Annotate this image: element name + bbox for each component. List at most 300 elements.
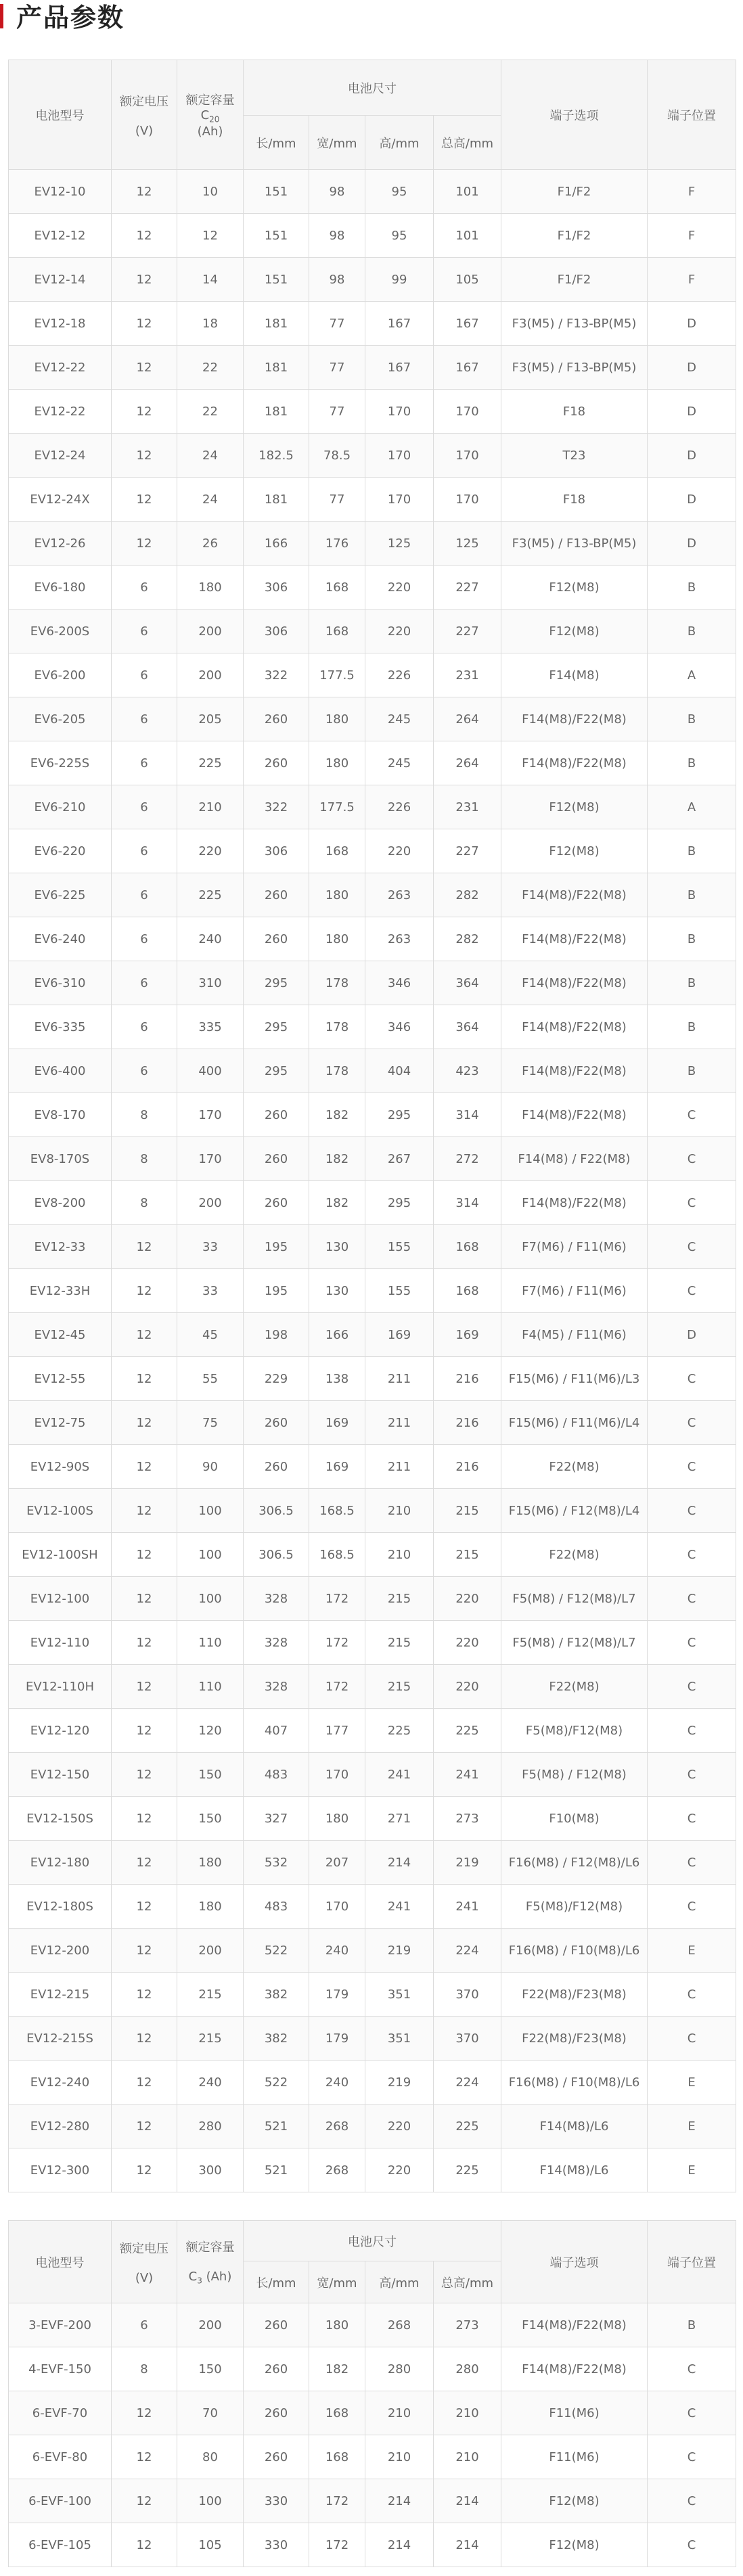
cell-total-height: 101 — [434, 170, 501, 214]
cell-width: 182 — [309, 1181, 365, 1225]
cell-width: 180 — [309, 2303, 365, 2347]
cell-width: 172 — [309, 2523, 365, 2567]
table-row — [9, 1973, 736, 2017]
table-row — [9, 1577, 736, 1621]
cell-total-height: 364 — [434, 1005, 501, 1049]
cell-height: 346 — [365, 1005, 434, 1049]
cell-voltage: 8 — [112, 1181, 177, 1225]
cell-model: EV12-75 — [9, 1401, 112, 1445]
cell-terminal-options: F4(M5) / F11(M6) — [501, 1313, 648, 1357]
cell-model: EV12-200 — [9, 1929, 112, 1973]
cell-width: 182 — [309, 1093, 365, 1137]
cell-voltage: 12 — [112, 1445, 177, 1489]
cell-model: EV6-220 — [9, 829, 112, 873]
cell-model: EV6-210 — [9, 785, 112, 829]
cell-width: 98 — [309, 170, 365, 214]
cell-terminal-options: F14(M8)/F22(M8) — [501, 873, 648, 917]
cell-length: 181 — [244, 346, 309, 390]
table-row — [9, 1621, 736, 1665]
cell-width: 207 — [309, 1841, 365, 1885]
cell-total-height: 168 — [434, 1269, 501, 1313]
cell-capacity: 33 — [177, 1225, 244, 1269]
cell-length: 328 — [244, 1665, 309, 1709]
cell-total-height: 227 — [434, 610, 501, 653]
cell-voltage: 12 — [112, 2104, 177, 2148]
cell-length: 521 — [244, 2104, 309, 2148]
cell-height: 210 — [365, 2435, 434, 2479]
cell-total-height: 220 — [434, 1665, 501, 1709]
cell-model: EV12-18 — [9, 302, 112, 346]
cell-terminal-position: A — [648, 653, 736, 697]
cell-length: 522 — [244, 2061, 309, 2104]
cell-terminal-options: T23 — [501, 434, 648, 478]
cell-width: 178 — [309, 1049, 365, 1093]
cell-height: 215 — [365, 1577, 434, 1621]
cell-terminal-options: F14(M8)/F22(M8) — [501, 1181, 648, 1225]
cell-voltage: 12 — [112, 2391, 177, 2435]
table-row — [9, 917, 736, 961]
cell-length: 181 — [244, 478, 309, 522]
cell-voltage: 12 — [112, 2148, 177, 2192]
cell-width: 179 — [309, 2017, 365, 2061]
cell-length: 483 — [244, 1885, 309, 1929]
cell-height: 125 — [365, 522, 434, 566]
cell-total-height: 231 — [434, 653, 501, 697]
cell-terminal-position: B — [648, 829, 736, 873]
cell-model: EV12-90S — [9, 1445, 112, 1489]
cell-model: EV6-335 — [9, 1005, 112, 1049]
cell-model: EV12-22 — [9, 390, 112, 434]
cell-terminal-position: D — [648, 346, 736, 390]
cell-terminal-options: F12(M8) — [501, 2479, 648, 2523]
cell-terminal-position: B — [648, 566, 736, 610]
cell-terminal-options: F1/F2 — [501, 258, 648, 302]
cell-height: 214 — [365, 1841, 434, 1885]
table-row — [9, 741, 736, 785]
header-height: 高/mm — [365, 2261, 434, 2303]
cell-model: EV6-400 — [9, 1049, 112, 1093]
cell-terminal-position: B — [648, 961, 736, 1005]
cell-model: EV12-33H — [9, 1269, 112, 1313]
cell-width: 77 — [309, 302, 365, 346]
cell-width: 98 — [309, 258, 365, 302]
cell-capacity: 300 — [177, 2148, 244, 2192]
cell-terminal-options: F22(M8) — [501, 1445, 648, 1489]
table-row — [9, 1665, 736, 1709]
header-terminal-position: 端子位置 — [648, 2221, 736, 2303]
table-row — [9, 2303, 736, 2347]
cell-length: 295 — [244, 1049, 309, 1093]
header-voltage: 额定电压 (V) — [112, 60, 177, 170]
table-row — [9, 961, 736, 1005]
cell-terminal-position: B — [648, 1005, 736, 1049]
cell-width: 240 — [309, 1929, 365, 1973]
cell-total-height: 225 — [434, 1709, 501, 1753]
cell-length: 182.5 — [244, 434, 309, 478]
cell-length: 260 — [244, 1445, 309, 1489]
cell-length: 166 — [244, 522, 309, 566]
cell-model: EV12-12 — [9, 214, 112, 258]
cell-length: 260 — [244, 1137, 309, 1181]
cell-total-height: 215 — [434, 1489, 501, 1533]
cell-length: 198 — [244, 1313, 309, 1357]
cell-terminal-position: C — [648, 1093, 736, 1137]
cell-total-height: 224 — [434, 2061, 501, 2104]
cell-terminal-options: F5(M8) / F12(M8)/L7 — [501, 1621, 648, 1665]
cell-terminal-options: F14(M8)/L6 — [501, 2104, 648, 2148]
cell-height: 220 — [365, 566, 434, 610]
cell-terminal-position: C — [648, 1621, 736, 1665]
cell-voltage: 6 — [112, 829, 177, 873]
header-terminal-options: 端子选项 — [501, 60, 648, 170]
cell-width: 168 — [309, 610, 365, 653]
cell-terminal-position: C — [648, 1841, 736, 1885]
table-row — [9, 1753, 736, 1797]
cell-length: 521 — [244, 2148, 309, 2192]
cell-height: 220 — [365, 610, 434, 653]
cell-length: 151 — [244, 258, 309, 302]
cell-capacity: 210 — [177, 785, 244, 829]
table-row — [9, 2523, 736, 2567]
cell-terminal-options: F16(M8) / F12(M8)/L6 — [501, 1841, 648, 1885]
cell-terminal-options: F22(M8)/F23(M8) — [501, 1973, 648, 2017]
cell-model: EV12-180S — [9, 1885, 112, 1929]
cell-width: 180 — [309, 1797, 365, 1841]
cell-height: 210 — [365, 1533, 434, 1577]
cell-terminal-position: B — [648, 697, 736, 741]
cell-capacity: 100 — [177, 1533, 244, 1577]
cell-voltage: 6 — [112, 1049, 177, 1093]
cell-width: 180 — [309, 697, 365, 741]
header-terminal-position: 端子位置 — [648, 60, 736, 170]
cell-total-height: 282 — [434, 917, 501, 961]
cell-total-height: 231 — [434, 785, 501, 829]
cell-terminal-position: E — [648, 1929, 736, 1973]
cell-capacity: 110 — [177, 1621, 244, 1665]
cell-capacity: 10 — [177, 170, 244, 214]
cell-voltage: 12 — [112, 346, 177, 390]
cell-terminal-position: C — [648, 1753, 736, 1797]
cell-voltage: 6 — [112, 697, 177, 741]
table-row — [9, 697, 736, 741]
cell-width: 98 — [309, 214, 365, 258]
cell-height: 220 — [365, 829, 434, 873]
cell-length: 151 — [244, 214, 309, 258]
cell-total-height: 370 — [434, 1973, 501, 2017]
cell-voltage: 12 — [112, 2523, 177, 2567]
cell-total-height: 282 — [434, 873, 501, 917]
cell-model: EV12-215 — [9, 1973, 112, 2017]
cell-height: 280 — [365, 2347, 434, 2391]
cell-model: EV6-225 — [9, 873, 112, 917]
cell-width: 172 — [309, 1621, 365, 1665]
cell-capacity: 100 — [177, 2479, 244, 2523]
cell-voltage: 12 — [112, 1269, 177, 1313]
cell-terminal-position: C — [648, 1225, 736, 1269]
cell-voltage: 12 — [112, 258, 177, 302]
cell-length: 260 — [244, 873, 309, 917]
cell-terminal-options: F12(M8) — [501, 566, 648, 610]
cell-terminal-position: C — [648, 1709, 736, 1753]
cell-model: EV12-280 — [9, 2104, 112, 2148]
cell-terminal-options: F1/F2 — [501, 170, 648, 214]
table-row — [9, 522, 736, 566]
header-model: 电池型号 — [9, 60, 112, 170]
cell-total-height: 227 — [434, 566, 501, 610]
cell-model: 6-EVF-80 — [9, 2435, 112, 2479]
cell-capacity: 80 — [177, 2435, 244, 2479]
table-row — [9, 1401, 736, 1445]
table-row — [9, 829, 736, 873]
cell-voltage: 12 — [112, 1973, 177, 2017]
cell-height: 351 — [365, 1973, 434, 2017]
cell-height: 215 — [365, 1621, 434, 1665]
cell-voltage: 8 — [112, 1137, 177, 1181]
cell-length: 295 — [244, 961, 309, 1005]
cell-length: 306 — [244, 566, 309, 610]
cell-length: 532 — [244, 1841, 309, 1885]
cell-capacity: 26 — [177, 522, 244, 566]
cell-capacity: 100 — [177, 1577, 244, 1621]
cell-voltage: 12 — [112, 302, 177, 346]
cell-height: 245 — [365, 741, 434, 785]
cell-voltage: 12 — [112, 1357, 177, 1401]
cell-terminal-options: F12(M8) — [501, 2523, 648, 2567]
cell-width: 169 — [309, 1401, 365, 1445]
evf-params-table — [8, 2220, 736, 2567]
cell-length: 260 — [244, 1401, 309, 1445]
cell-terminal-position: C — [648, 1973, 736, 2017]
cell-height: 210 — [365, 1489, 434, 1533]
product-params-table — [8, 60, 736, 2192]
cell-terminal-position: B — [648, 1049, 736, 1093]
cell-length: 330 — [244, 2479, 309, 2523]
cell-capacity: 180 — [177, 1885, 244, 1929]
cell-model: EV12-24 — [9, 434, 112, 478]
cell-total-height: 101 — [434, 214, 501, 258]
table-row — [9, 1225, 736, 1269]
cell-capacity: 240 — [177, 2061, 244, 2104]
cell-terminal-options: F16(M8) / F10(M8)/L6 — [501, 1929, 648, 1973]
cell-capacity: 18 — [177, 302, 244, 346]
cell-total-height: 241 — [434, 1753, 501, 1797]
cell-height: 219 — [365, 2061, 434, 2104]
cell-capacity: 22 — [177, 346, 244, 390]
cell-width: 169 — [309, 1445, 365, 1489]
cell-voltage: 12 — [112, 1577, 177, 1621]
header-height: 高/mm — [365, 116, 434, 170]
cell-terminal-options: F3(M5) / F13-BP(M5) — [501, 346, 648, 390]
table-row — [9, 302, 736, 346]
cell-total-height: 273 — [434, 1797, 501, 1841]
cell-total-height: 272 — [434, 1137, 501, 1181]
cell-length: 306.5 — [244, 1489, 309, 1533]
cell-model: EV12-120 — [9, 1709, 112, 1753]
cell-model: EV12-150S — [9, 1797, 112, 1841]
table-row — [9, 1797, 736, 1841]
cell-terminal-options: F14(M8)/F22(M8) — [501, 741, 648, 785]
cell-terminal-position: C — [648, 1577, 736, 1621]
cell-total-height: 170 — [434, 390, 501, 434]
cell-terminal-position: B — [648, 917, 736, 961]
cell-terminal-options: F22(M8)/F23(M8) — [501, 2017, 648, 2061]
table-row — [9, 2347, 736, 2391]
cell-length: 295 — [244, 1005, 309, 1049]
header-dimensions: 电池尺寸 — [244, 60, 501, 116]
cell-length: 260 — [244, 2435, 309, 2479]
cell-model: EV6-200 — [9, 653, 112, 697]
cell-width: 182 — [309, 2347, 365, 2391]
cell-width: 177 — [309, 1709, 365, 1753]
cell-model: EV8-170S — [9, 1137, 112, 1181]
cell-model: EV12-24X — [9, 478, 112, 522]
cell-capacity: 200 — [177, 1181, 244, 1225]
cell-width: 77 — [309, 478, 365, 522]
cell-terminal-options: F14(M8) — [501, 653, 648, 697]
cell-length: 306 — [244, 829, 309, 873]
cell-model: EV12-180 — [9, 1841, 112, 1885]
table-row — [9, 785, 736, 829]
table-row — [9, 1445, 736, 1489]
cell-capacity: 100 — [177, 1489, 244, 1533]
cell-model: 3-EVF-200 — [9, 2303, 112, 2347]
table-row — [9, 346, 736, 390]
cell-model: EV12-300 — [9, 2148, 112, 2192]
cell-capacity: 45 — [177, 1313, 244, 1357]
header-voltage: 额定电压 (V) — [112, 2221, 177, 2303]
cell-voltage: 12 — [112, 1709, 177, 1753]
table-row — [9, 2435, 736, 2479]
cell-height: 295 — [365, 1093, 434, 1137]
cell-terminal-position: C — [648, 1445, 736, 1489]
cell-capacity: 200 — [177, 1929, 244, 1973]
header-total-height: 总高/mm — [434, 2261, 501, 2303]
cell-length: 151 — [244, 170, 309, 214]
cell-capacity: 220 — [177, 829, 244, 873]
cell-voltage: 12 — [112, 390, 177, 434]
cell-capacity: 225 — [177, 873, 244, 917]
cell-voltage: 12 — [112, 1225, 177, 1269]
cell-capacity: 335 — [177, 1005, 244, 1049]
cell-height: 351 — [365, 2017, 434, 2061]
cell-length: 260 — [244, 1181, 309, 1225]
header-capacity: 额定容量 $C_{20}$ (Ah) — [177, 60, 244, 170]
cell-length: 260 — [244, 2391, 309, 2435]
cell-terminal-position: C — [648, 2017, 736, 2061]
cell-terminal-options: F3(M5) / F13-BP(M5) — [501, 522, 648, 566]
cell-capacity: 70 — [177, 2391, 244, 2435]
cell-terminal-position: C — [648, 1269, 736, 1313]
cell-length: 322 — [244, 653, 309, 697]
cell-terminal-position: C — [648, 1665, 736, 1709]
cell-voltage: 12 — [112, 2479, 177, 2523]
cell-length: 306.5 — [244, 1533, 309, 1577]
cell-width: 168 — [309, 829, 365, 873]
cell-terminal-position: F — [648, 214, 736, 258]
cell-height: 167 — [365, 346, 434, 390]
table-row — [9, 2148, 736, 2192]
cell-model: EV6-205 — [9, 697, 112, 741]
cell-length: 328 — [244, 1577, 309, 1621]
table-row — [9, 610, 736, 653]
cell-height: 268 — [365, 2303, 434, 2347]
cell-length: 327 — [244, 1797, 309, 1841]
cell-capacity: 110 — [177, 1665, 244, 1709]
cell-length: 483 — [244, 1753, 309, 1797]
table-row — [9, 2391, 736, 2435]
cell-terminal-options: F22(M8) — [501, 1665, 648, 1709]
cell-terminal-position: F — [648, 258, 736, 302]
cell-length: 522 — [244, 1929, 309, 1973]
cell-voltage: 6 — [112, 1005, 177, 1049]
table-row — [9, 2104, 736, 2148]
cell-terminal-options: F14(M8)/F22(M8) — [501, 1093, 648, 1137]
cell-terminal-position: C — [648, 1797, 736, 1841]
cell-height: 211 — [365, 1401, 434, 1445]
cell-model: EV6-200S — [9, 610, 112, 653]
cell-length: 407 — [244, 1709, 309, 1753]
cell-terminal-position: D — [648, 522, 736, 566]
cell-terminal-position: D — [648, 390, 736, 434]
cell-voltage: 12 — [112, 1929, 177, 1973]
header-capacity: 额定容量 $C_3$ (Ah) — [177, 2221, 244, 2303]
cell-capacity: 310 — [177, 961, 244, 1005]
cell-voltage: 8 — [112, 1093, 177, 1137]
cell-voltage: 6 — [112, 741, 177, 785]
cell-voltage: 12 — [112, 2017, 177, 2061]
cell-width: 180 — [309, 741, 365, 785]
table-row — [9, 566, 736, 610]
cell-length: 195 — [244, 1269, 309, 1313]
cell-terminal-position: E — [648, 2061, 736, 2104]
cell-total-height: 215 — [434, 1533, 501, 1577]
cell-voltage: 6 — [112, 566, 177, 610]
cell-width: 268 — [309, 2104, 365, 2148]
cell-terminal-position: C — [648, 1181, 736, 1225]
cell-height: 295 — [365, 1181, 434, 1225]
table-row — [9, 2061, 736, 2104]
cell-model: EV12-100S — [9, 1489, 112, 1533]
cell-terminal-options: F1/F2 — [501, 214, 648, 258]
cell-model: EV6-180 — [9, 566, 112, 610]
cell-height: 219 — [365, 1929, 434, 1973]
cell-voltage: 12 — [112, 2061, 177, 2104]
table-row — [9, 1533, 736, 1577]
cell-width: 130 — [309, 1269, 365, 1313]
cell-total-height: 423 — [434, 1049, 501, 1093]
cell-terminal-options: F12(M8) — [501, 785, 648, 829]
cell-width: 180 — [309, 873, 365, 917]
cell-width: 138 — [309, 1357, 365, 1401]
cell-length: 181 — [244, 302, 309, 346]
cell-width: 178 — [309, 961, 365, 1005]
header-terminal-options: 端子选项 — [501, 2221, 648, 2303]
cell-capacity: 55 — [177, 1357, 244, 1401]
cell-terminal-options: F15(M6) / F11(M6)/L4 — [501, 1401, 648, 1445]
cell-model: EV12-110H — [9, 1665, 112, 1709]
table-row — [9, 1489, 736, 1533]
cell-terminal-options: F5(M8) / F12(M8) — [501, 1753, 648, 1797]
cell-model: 6-EVF-105 — [9, 2523, 112, 2567]
cell-width: 177.5 — [309, 653, 365, 697]
cell-capacity: 400 — [177, 1049, 244, 1093]
cell-voltage: 12 — [112, 1401, 177, 1445]
table-row — [9, 390, 736, 434]
cell-total-height: 370 — [434, 2017, 501, 2061]
cell-capacity: 120 — [177, 1709, 244, 1753]
cell-voltage: 6 — [112, 653, 177, 697]
cell-terminal-position: C — [648, 1357, 736, 1401]
